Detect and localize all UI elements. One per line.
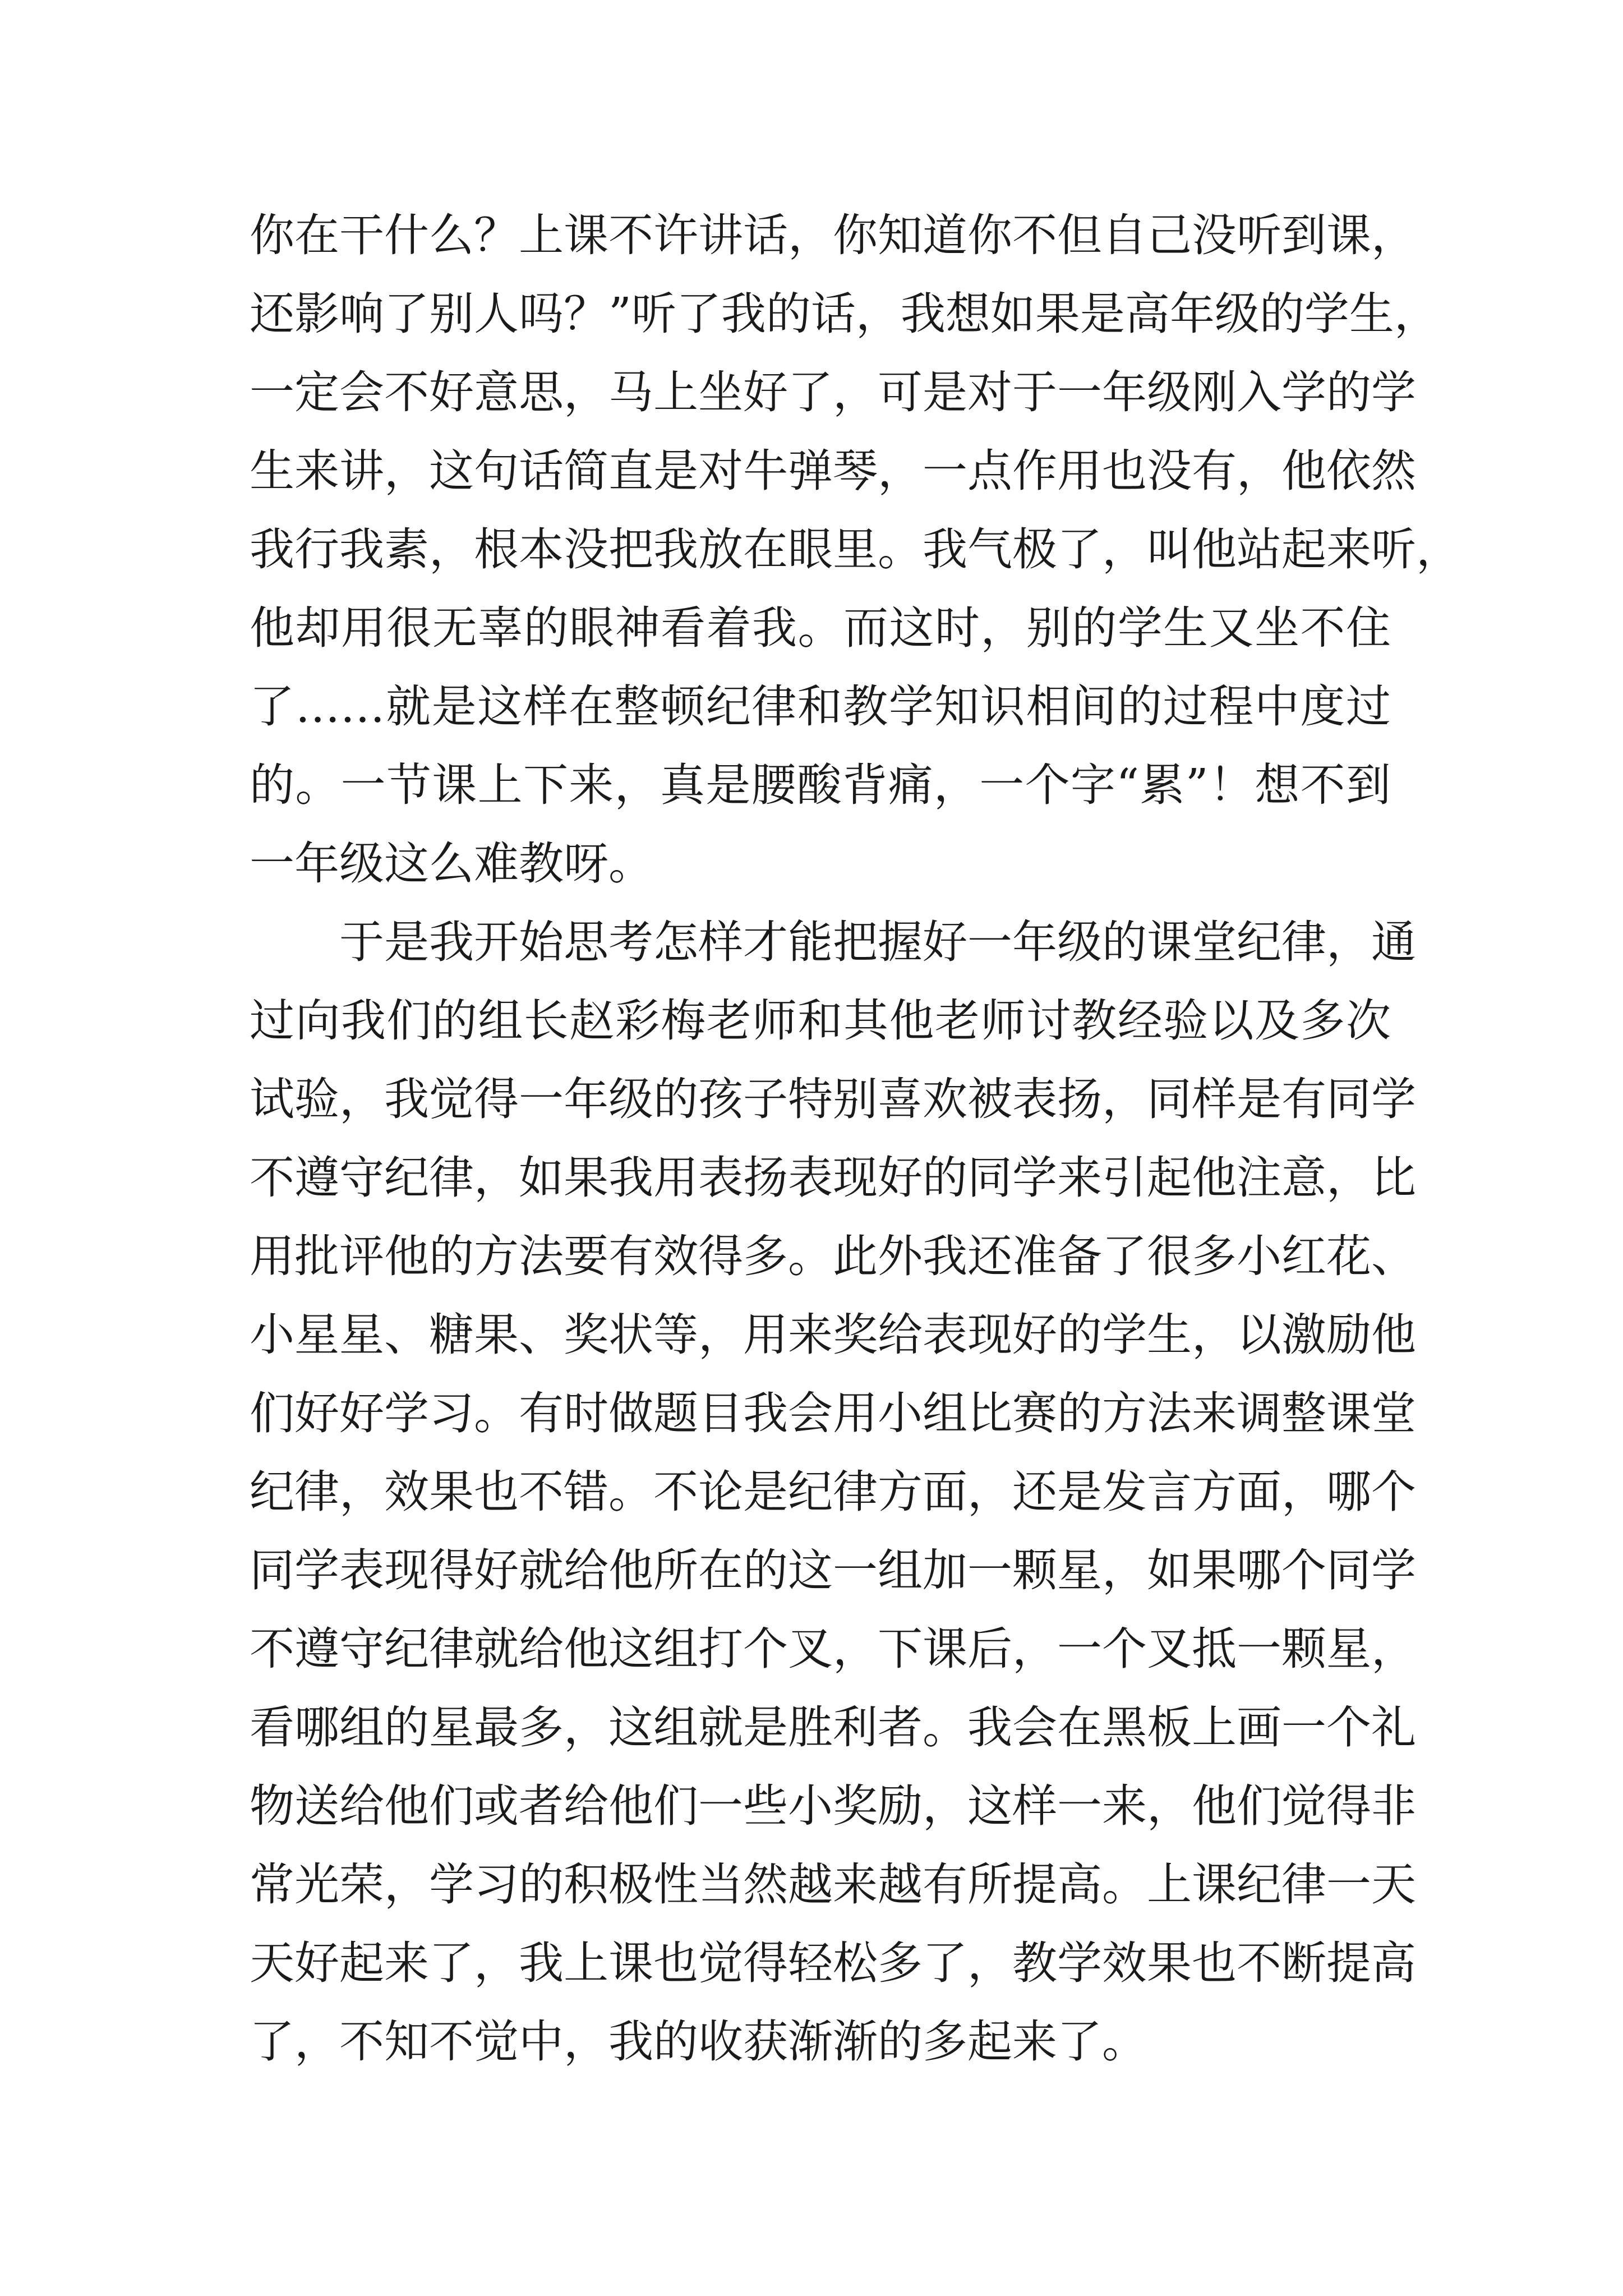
paragraph-end-line: 一年级这么难教呀。 bbox=[250, 838, 653, 890]
text-line: 你在干什么？上课不许讲话，你知道你不但自己没听到课， bbox=[250, 209, 1416, 261]
text-line: 不遵守纪律就给他这组打个叉，下课后，一个叉抵一颗星， bbox=[250, 1623, 1416, 1675]
text-line: 的。一节课上下来，真是腰酸背痛，一个字“累”！想不到 bbox=[250, 759, 1391, 811]
text-line: 了……就是这样在整顿纪律和教学知识相间的过程中度过 bbox=[250, 680, 1391, 733]
text-line: 小星星、糖果、奖状等，用来奖给表现好的学生，以激励他 bbox=[250, 1309, 1416, 1361]
body-text bbox=[250, 196, 1461, 2081]
paragraph-end-line: 了，不知不觉中，我的收获渐渐的多起来了。 bbox=[250, 2016, 1147, 2068]
text-line: 看哪组的星最多，这组就是胜利者。我会在黑板上画一个礼 bbox=[250, 1701, 1416, 1754]
text-line: 他却用很无辜的眼神看着我。而这时，别的学生又坐不住 bbox=[250, 602, 1391, 654]
text-line: 们好好学习。有时做题目我会用小组比赛的方法来调整课堂 bbox=[250, 1387, 1416, 1439]
text-line: 纪律，效果也不错。不论是纪律方面，还是发言方面，哪个 bbox=[250, 1466, 1416, 1518]
text-line: 一定会不好意思，马上坐好了，可是对于一年级刚入学的学 bbox=[250, 366, 1416, 418]
text-line: 还影响了别人吗？”听了我的话，我想如果是高年级的学生， bbox=[250, 288, 1439, 340]
text-line: 我行我素，根本没把我放在眼里。我气极了，叫他站起来听， bbox=[250, 523, 1461, 576]
text-line: 用批评他的方法要有效得多。此外我还准备了很多小红花、 bbox=[250, 1230, 1416, 1282]
text-line: 天好起来了，我上课也觉得轻松多了，教学效果也不断提高 bbox=[250, 1937, 1416, 1989]
text-line: 生来讲，这句话简直是对牛弹琴，一点作用也没有，他依然 bbox=[250, 445, 1416, 497]
paragraph-start-line: 于是我开始思考怎样才能把握好一年级的课堂纪律，通 bbox=[339, 916, 1416, 968]
text-line: 同学表现得好就给他所在的这一组加一颗星，如果哪个同学 bbox=[250, 1544, 1416, 1596]
text-line: 常光荣，学习的积极性当然越来越有所提高。上课纪律一天 bbox=[250, 1858, 1416, 1911]
text-line: 试验，我觉得一年级的孩子特别喜欢被表扬，同样是有同学 bbox=[250, 1073, 1416, 1125]
text-line: 过向我们的组长赵彩梅老师和其他老师讨教经验以及多次 bbox=[250, 995, 1391, 1047]
text-line: 不遵守纪律，如果我用表扬表现好的同学来引起他注意，比 bbox=[250, 1152, 1416, 1204]
text-line: 物送给他们或者给他们一些小奖励，这样一来，他们觉得非 bbox=[250, 1780, 1416, 1832]
